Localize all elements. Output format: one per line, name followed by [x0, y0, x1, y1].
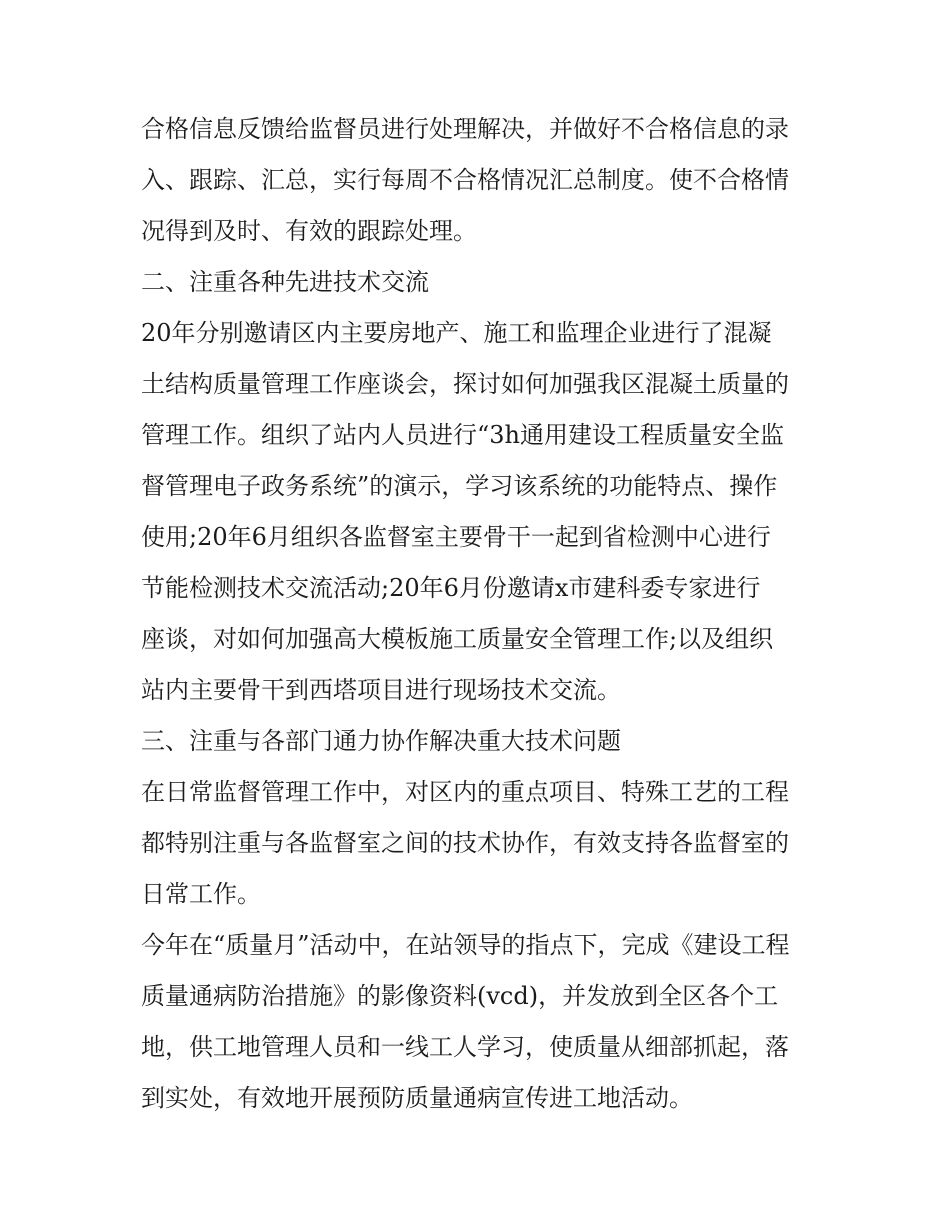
- text-line: 合格信息反馈给监督员进行处理解决，并做好不合格信息的录: [141, 115, 789, 143]
- text-line: 土结构质量管理工作座谈会，探讨如何加强我区混凝土质量的: [141, 370, 789, 398]
- text-line: 使用;20年6月组织各监督室主要骨干一起到省检测中心进行: [141, 523, 771, 551]
- document-body: [141, 104, 813, 1124]
- text-line: 入、跟踪、汇总，实行每周不合格情况汇总制度。使不合格情: [141, 166, 789, 194]
- section-heading-2: 二、注重各种先进技术交流: [141, 268, 429, 296]
- text-line: 日常工作。: [141, 880, 261, 908]
- text-line: 督管理电子政务系统”的演示，学习该系统的功能特点、操作: [141, 472, 778, 500]
- text-line: 到实处，有效地开展预防质量通病宣传进工地活动。: [141, 1084, 693, 1112]
- text-line: 今年在“质量月”活动中，在站领导的指点下，完成《建设工程: [141, 931, 790, 959]
- text-line: 地，供工地管理人员和一线工人学习，使质量从细部抓起，落: [141, 1033, 789, 1061]
- text-line: 在日常监督管理工作中，对区内的重点项目、特殊工艺的工程: [141, 778, 789, 806]
- text-line: 管理工作。组织了站内人员进行“3h通用建设工程质量安全监: [141, 421, 784, 449]
- text-line: 20年分别邀请区内主要房地产、施工和监理企业进行了混凝: [141, 319, 772, 347]
- section-heading-3: 三、注重与各部门通力协作解决重大技术问题: [141, 727, 621, 755]
- text-line: 都特别注重与各监督室之间的技术协作，有效支持各监督室的: [141, 829, 789, 857]
- text-line: 节能检测技术交流活动;20年6月份邀请x市建科委专家进行: [141, 574, 761, 602]
- text-line: 质量通病防治措施》的影像资料(vcd)，并发放到全区各个工: [141, 982, 779, 1010]
- text-line: 况得到及时、有效的跟踪处理。: [141, 217, 477, 245]
- text-line: 站内主要骨干到西塔项目进行现场技术交流。: [141, 676, 621, 704]
- text-line: 座谈，对如何加强高大模板施工质量安全管理工作;以及组织: [141, 625, 774, 653]
